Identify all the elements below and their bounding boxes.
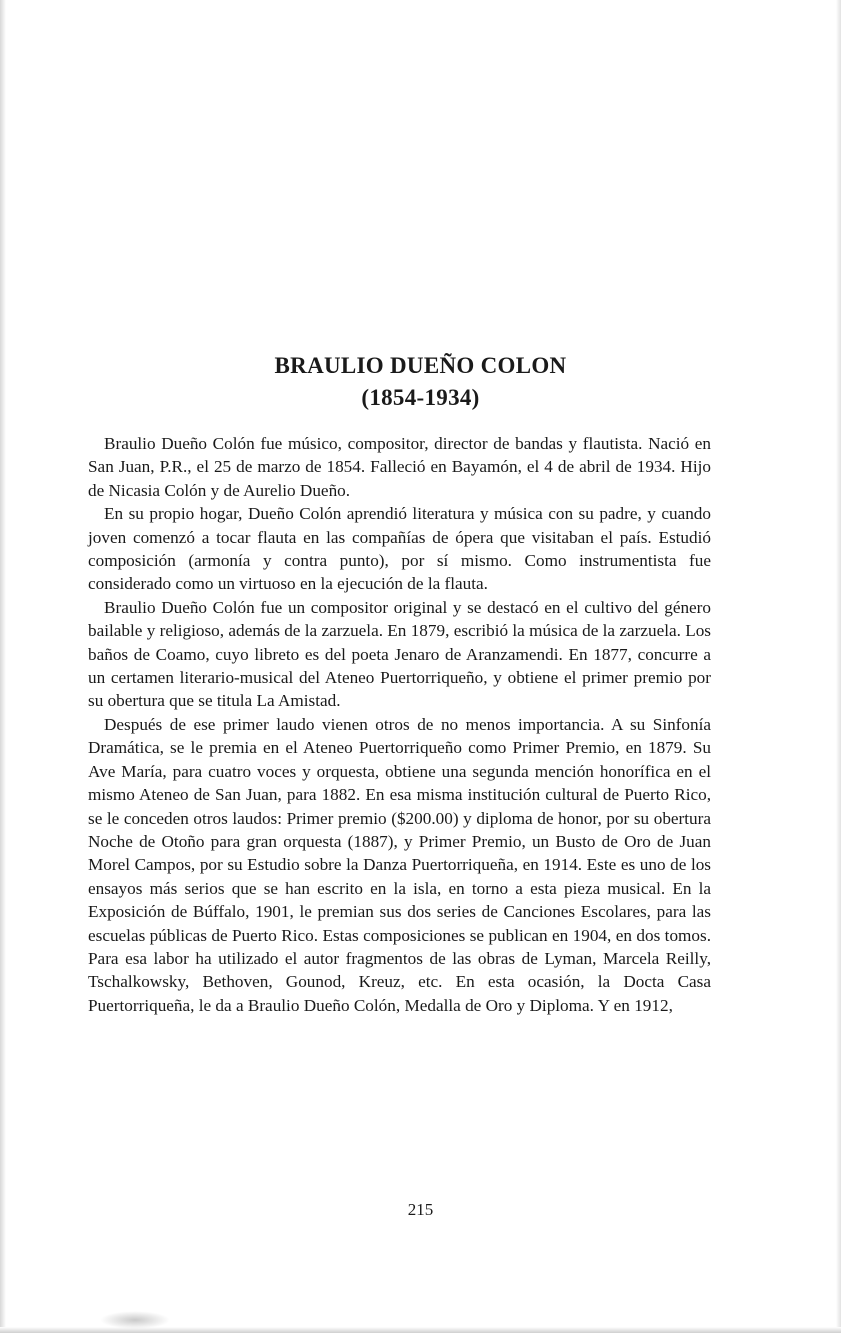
chapter-heading — [0, 350, 841, 414]
body-text — [88, 432, 711, 1017]
page-edge-right — [836, 0, 841, 1333]
page-number: 215 — [407, 1200, 434, 1219]
page-edge-left — [0, 0, 6, 1333]
paragraph-1: Braulio Dueño Colón fue músico, compositor, director de bandas y flautista. Nació en San Juan, P.R., el 25 de marzo de 1854. Falleció en Bayamón, el 4 de abril de 1934. Hijo de Nicasia Colón y de Aurelio Dueño. — [88, 434, 711, 500]
heading-years: (1854-1934) — [361, 385, 480, 410]
scan-smudge — [100, 1311, 170, 1329]
paragraph-2: En su propio hogar, Dueño Colón aprendió literatura y música con su padre, y cuando joven comenzó a tocar flauta en las compañías de ópera que visitaban el país. Estudió composición (armonía y contra punto), por sí mismo. Como instrumentista fue considerado como un virtuoso en la ejecución de la flauta. — [88, 504, 711, 594]
paragraph-3: Braulio Dueño Colón fue un compositor original y se destacó en el cultivo del género bailable y religioso, además de la zarzuela. En 1879, escribió la música de la zarzuela. Los baños de Coamo, cuyo libreto es del poeta Jenaro de Aranzamendi. En 1877, concurre a un certamen literario-musical del Ateneo Puertorriqueño, y obtiene el primer premio por su obertura que se titula La Amistad. — [88, 597, 711, 711]
heading-name: BRAULIO DUEÑO COLON — [274, 353, 567, 378]
paragraph-4: Después de ese primer laudo vienen otros de no menos importancia. A su Sinfonía Dramática, se le premia en el Ateneo Puertorriqueño como Primer Premio, en 1879. Su Ave María, para cuatro voces y orquesta, obtiene una segunda mención honorífica en el mismo Ateneo de San Juan, para 1882. En esa misma institución cultural de Puerto Rico, se le conceden otros laudos: Primer premio ($200.00) y diploma de honor, por su obertura Noche de Otoño para gran orquesta (1887), y Primer Premio, un Busto de Oro de Juan Morel Campos, por su Estudio sobre la Danza Puertorriqueña, en 1914. Este es uno de los ensayos más serios que se han escrito en la isla, en torno a esta pieza musical. En la Exposición de Búffalo, 1901, le premian sus dos series de Canciones Escolares, para las escuelas públicas de Puerto Rico. Estas composiciones se publican en 1904, en dos tomos. Para esa labor ha utilizado el autor fragmentos de las obras de Lyman, Marcela Reilly, Tschalkowsky, Bethoven, Gounod, Kreuz, etc. En esta ocasión, la Docta Casa Puertorriqueña, le da a Braulio Dueño Colón, Medalla de Oro y Diploma. Y en 1912, — [88, 714, 711, 1015]
